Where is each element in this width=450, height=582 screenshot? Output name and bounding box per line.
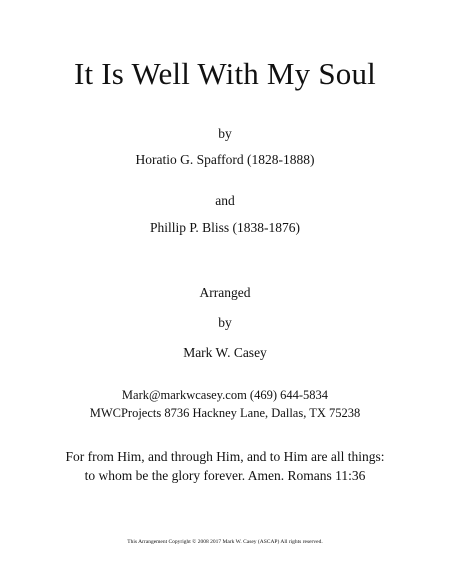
by-label: by	[218, 126, 232, 141]
scripture-line-2: to whom be the glory forever. Amen. Romans 11:36	[84, 468, 366, 483]
arranger-name: Mark W. Casey	[183, 345, 267, 360]
composer-credit-bliss: Phillip P. Bliss (1838-1876)	[149, 220, 301, 235]
and-label: and	[215, 193, 235, 208]
arranged-by-label: by	[218, 315, 232, 330]
scripture-line-1: For from Him, and through Him, and to Him are all things:	[65, 449, 385, 464]
contact-address: MWCProjects 8736 Hackney Lane, Dallas, TX 75238	[89, 406, 361, 420]
page-title: It Is Well With My Soul	[74, 56, 376, 91]
copyright-notice: This Arrangement Copyright © 2008 2017 Mark W. Casey (ASCAP) All rights reserved.	[127, 539, 323, 545]
arranged-label: Arranged	[199, 285, 251, 300]
composer-credit-spafford: Horatio G. Spafford (1828-1888)	[135, 152, 315, 167]
contact-email-phone: Mark@markwcasey.com (469) 644-5834	[121, 388, 329, 402]
